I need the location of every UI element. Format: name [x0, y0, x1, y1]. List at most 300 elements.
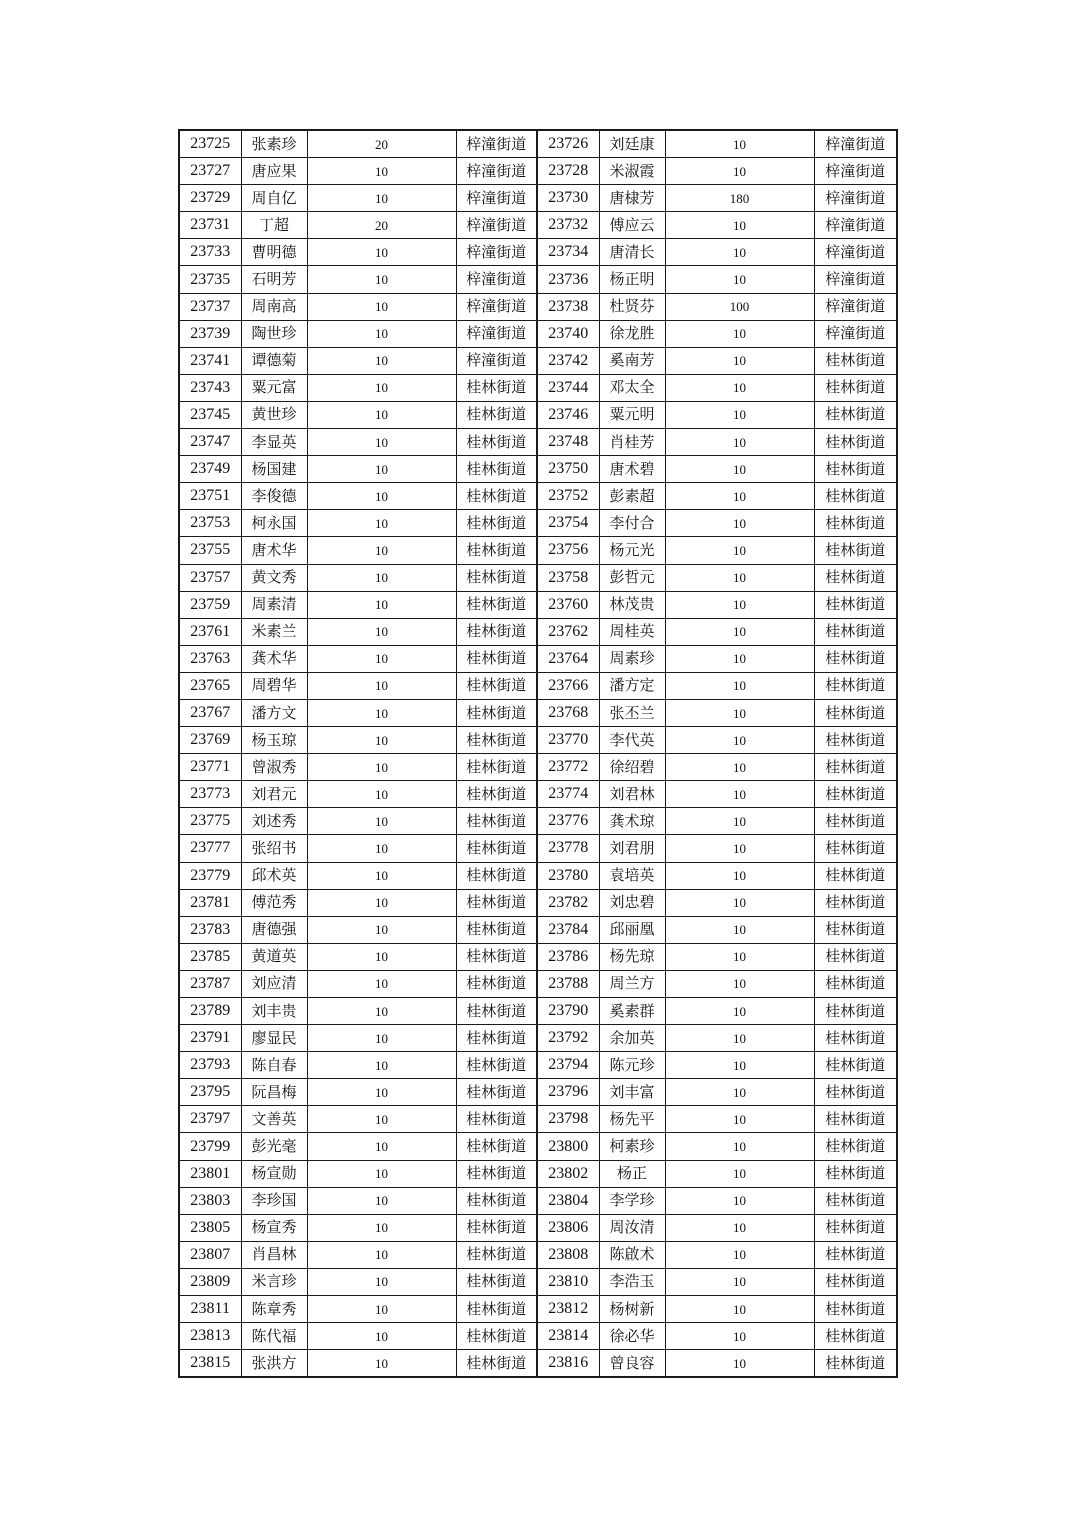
amount-cell: 10: [307, 347, 456, 374]
person-name-cell: 肖桂芳: [599, 429, 665, 456]
record-number-cell: 23753: [179, 510, 241, 537]
person-name-cell: 周碧华: [241, 672, 307, 699]
amount-cell: 10: [307, 1133, 456, 1160]
amount-cell: 10: [307, 835, 456, 862]
amount-cell: 10: [307, 943, 456, 970]
record-number-cell: 23782: [537, 889, 599, 916]
person-name-cell: 潘方文: [241, 699, 307, 726]
record-number-cell: 23751: [179, 483, 241, 510]
record-number-cell: 23761: [179, 618, 241, 645]
amount-cell: 10: [307, 293, 456, 320]
amount-cell: 10: [307, 862, 456, 889]
street-name-cell: 桂林街道: [456, 889, 537, 916]
street-name-cell: 梓潼街道: [814, 266, 897, 293]
amount-cell: 10: [665, 645, 814, 672]
table-row: [179, 564, 897, 591]
table-row: [179, 618, 897, 645]
record-number-cell: 23760: [537, 591, 599, 618]
street-name-cell: 桂林街道: [456, 618, 537, 645]
amount-cell: 10: [307, 239, 456, 266]
record-number-cell: 23759: [179, 591, 241, 618]
record-number-cell: 23814: [537, 1323, 599, 1350]
amount-cell: 10: [307, 1079, 456, 1106]
record-number-cell: 23727: [179, 158, 241, 185]
street-name-cell: 桂林街道: [456, 564, 537, 591]
record-number-cell: 23731: [179, 212, 241, 239]
amount-cell: 10: [307, 591, 456, 618]
record-number-cell: 23802: [537, 1160, 599, 1187]
record-number-cell: 23772: [537, 754, 599, 781]
record-number-cell: 23744: [537, 374, 599, 401]
street-name-cell: 桂林街道: [814, 537, 897, 564]
street-name-cell: 桂林街道: [814, 1323, 897, 1350]
person-name-cell: 刘君朋: [599, 835, 665, 862]
record-number-cell: 23790: [537, 998, 599, 1025]
person-name-cell: 徐绍碧: [599, 754, 665, 781]
person-name-cell: 李浩玉: [599, 1268, 665, 1295]
record-number-cell: 23725: [179, 130, 241, 158]
person-name-cell: 陈自春: [241, 1052, 307, 1079]
amount-cell: 10: [665, 808, 814, 835]
person-name-cell: 李珍国: [241, 1187, 307, 1214]
amount-cell: 20: [307, 212, 456, 239]
street-name-cell: 桂林街道: [456, 1296, 537, 1323]
street-name-cell: 桂林街道: [814, 429, 897, 456]
table-row: [179, 699, 897, 726]
person-name-cell: 刘丰贵: [241, 998, 307, 1025]
street-name-cell: 梓潼街道: [456, 239, 537, 266]
amount-cell: 10: [307, 401, 456, 428]
amount-cell: 10: [665, 266, 814, 293]
record-number-cell: 23748: [537, 429, 599, 456]
amount-cell: 10: [665, 456, 814, 483]
record-number-cell: 23789: [179, 998, 241, 1025]
table-row: [179, 645, 897, 672]
record-number-cell: 23795: [179, 1079, 241, 1106]
person-name-cell: 刘忠碧: [599, 889, 665, 916]
person-name-cell: 邱术英: [241, 862, 307, 889]
record-number-cell: 23726: [537, 130, 599, 158]
amount-cell: 10: [307, 889, 456, 916]
person-name-cell: 杨先琼: [599, 943, 665, 970]
street-name-cell: 桂林街道: [456, 1323, 537, 1350]
person-name-cell: 陈元珍: [599, 1052, 665, 1079]
amount-cell: 10: [307, 1025, 456, 1052]
street-name-cell: 梓潼街道: [456, 130, 537, 158]
person-name-cell: 杨正明: [599, 266, 665, 293]
amount-cell: 10: [307, 185, 456, 212]
person-name-cell: 傅应云: [599, 212, 665, 239]
amount-cell: 10: [307, 1350, 456, 1378]
amount-cell: 10: [665, 239, 814, 266]
record-number-cell: 23780: [537, 862, 599, 889]
street-name-cell: 桂林街道: [814, 564, 897, 591]
person-name-cell: 杜贤芬: [599, 293, 665, 320]
table-row: [179, 347, 897, 374]
street-name-cell: 桂林街道: [456, 537, 537, 564]
table-row: [179, 835, 897, 862]
amount-cell: 10: [307, 916, 456, 943]
street-name-cell: 梓潼街道: [814, 239, 897, 266]
street-name-cell: 梓潼街道: [456, 347, 537, 374]
record-number-cell: 23816: [537, 1350, 599, 1378]
amount-cell: 10: [665, 1052, 814, 1079]
amount-cell: 10: [665, 970, 814, 997]
person-name-cell: 李学珍: [599, 1187, 665, 1214]
person-name-cell: 刘君林: [599, 781, 665, 808]
street-name-cell: 桂林街道: [814, 862, 897, 889]
record-number-cell: 23791: [179, 1025, 241, 1052]
street-name-cell: 桂林街道: [814, 672, 897, 699]
table-row: [179, 185, 897, 212]
record-number-cell: 23792: [537, 1025, 599, 1052]
amount-cell: 10: [665, 699, 814, 726]
table-row: [179, 1187, 897, 1214]
amount-cell: 180: [665, 185, 814, 212]
record-number-cell: 23730: [537, 185, 599, 212]
person-name-cell: 杨树新: [599, 1296, 665, 1323]
person-name-cell: 丁超: [241, 212, 307, 239]
street-name-cell: 桂林街道: [814, 1268, 897, 1295]
person-name-cell: 陈章秀: [241, 1296, 307, 1323]
record-number-cell: 23768: [537, 699, 599, 726]
amount-cell: 10: [665, 320, 814, 347]
record-number-cell: 23742: [537, 347, 599, 374]
table-row: [179, 130, 897, 158]
person-name-cell: 龚术琼: [599, 808, 665, 835]
person-name-cell: 周素珍: [599, 645, 665, 672]
table-row: [179, 727, 897, 754]
record-number-cell: 23784: [537, 916, 599, 943]
amount-cell: 10: [665, 1079, 814, 1106]
record-number-cell: 23785: [179, 943, 241, 970]
street-name-cell: 桂林街道: [814, 1187, 897, 1214]
amount-cell: 10: [665, 1187, 814, 1214]
table-row: [179, 1268, 897, 1295]
record-number-cell: 23745: [179, 401, 241, 428]
street-name-cell: 桂林街道: [456, 456, 537, 483]
table-row: [179, 293, 897, 320]
person-name-cell: 陈代福: [241, 1323, 307, 1350]
street-name-cell: 桂林街道: [814, 591, 897, 618]
record-number-cell: 23803: [179, 1187, 241, 1214]
street-name-cell: 梓潼街道: [456, 320, 537, 347]
amount-cell: 10: [307, 456, 456, 483]
table-row: [179, 970, 897, 997]
amount-cell: 10: [307, 429, 456, 456]
record-number-cell: 23776: [537, 808, 599, 835]
record-number-cell: 23797: [179, 1106, 241, 1133]
street-name-cell: 梓潼街道: [814, 158, 897, 185]
record-number-cell: 23738: [537, 293, 599, 320]
record-number-cell: 23756: [537, 537, 599, 564]
person-name-cell: 张丕兰: [599, 699, 665, 726]
street-name-cell: 桂林街道: [814, 1133, 897, 1160]
record-number-cell: 23775: [179, 808, 241, 835]
person-name-cell: 米淑霞: [599, 158, 665, 185]
amount-cell: 10: [307, 374, 456, 401]
record-number-cell: 23741: [179, 347, 241, 374]
street-name-cell: 桂林街道: [456, 1052, 537, 1079]
table-row: [179, 158, 897, 185]
record-number-cell: 23752: [537, 483, 599, 510]
person-name-cell: 陶世珍: [241, 320, 307, 347]
record-number-cell: 23799: [179, 1133, 241, 1160]
person-name-cell: 杨宣秀: [241, 1214, 307, 1241]
street-name-cell: 桂林街道: [456, 1214, 537, 1241]
street-name-cell: 梓潼街道: [814, 293, 897, 320]
record-number-cell: 23777: [179, 835, 241, 862]
street-name-cell: 桂林街道: [456, 998, 537, 1025]
table-row: [179, 1214, 897, 1241]
record-number-cell: 23813: [179, 1323, 241, 1350]
record-number-cell: 23764: [537, 645, 599, 672]
amount-cell: 10: [665, 1350, 814, 1378]
table-row: [179, 754, 897, 781]
amount-cell: 10: [307, 158, 456, 185]
amount-cell: 10: [665, 618, 814, 645]
street-name-cell: 桂林街道: [456, 1133, 537, 1160]
amount-cell: 10: [307, 266, 456, 293]
table-row: [179, 862, 897, 889]
amount-cell: 10: [665, 1025, 814, 1052]
amount-cell: 10: [665, 212, 814, 239]
record-number-cell: 23788: [537, 970, 599, 997]
amount-cell: 10: [665, 781, 814, 808]
person-name-cell: 周南高: [241, 293, 307, 320]
person-name-cell: 杨元光: [599, 537, 665, 564]
amount-cell: 10: [665, 158, 814, 185]
person-name-cell: 米言珍: [241, 1268, 307, 1295]
street-name-cell: 桂林街道: [456, 1160, 537, 1187]
amount-cell: 10: [307, 970, 456, 997]
record-number-cell: 23787: [179, 970, 241, 997]
amount-cell: 10: [307, 699, 456, 726]
table-row: [179, 401, 897, 428]
street-name-cell: 桂林街道: [456, 943, 537, 970]
amount-cell: 10: [665, 591, 814, 618]
table-row: [179, 1079, 897, 1106]
record-number-cell: 23728: [537, 158, 599, 185]
record-number-cell: 23763: [179, 645, 241, 672]
street-name-cell: 梓潼街道: [814, 130, 897, 158]
amount-cell: 10: [665, 1214, 814, 1241]
amount-cell: 10: [665, 943, 814, 970]
street-name-cell: 桂林街道: [456, 1025, 537, 1052]
person-name-cell: 杨宣勋: [241, 1160, 307, 1187]
amount-cell: 10: [665, 347, 814, 374]
record-number-cell: 23743: [179, 374, 241, 401]
record-number-cell: 23770: [537, 727, 599, 754]
record-number-cell: 23774: [537, 781, 599, 808]
record-number-cell: 23808: [537, 1241, 599, 1268]
street-name-cell: 桂林街道: [814, 645, 897, 672]
record-number-cell: 23766: [537, 672, 599, 699]
person-name-cell: 唐术碧: [599, 456, 665, 483]
street-name-cell: 桂林街道: [456, 1268, 537, 1295]
street-name-cell: 桂林街道: [456, 808, 537, 835]
table-row: [179, 998, 897, 1025]
amount-cell: 10: [665, 754, 814, 781]
amount-cell: 10: [665, 130, 814, 158]
table-row: [179, 1323, 897, 1350]
person-name-cell: 周兰方: [599, 970, 665, 997]
street-name-cell: 桂林街道: [814, 998, 897, 1025]
person-name-cell: 石明芳: [241, 266, 307, 293]
record-number-cell: 23750: [537, 456, 599, 483]
street-name-cell: 桂林街道: [456, 1241, 537, 1268]
table-row: [179, 808, 897, 835]
table-row: [179, 1241, 897, 1268]
person-name-cell: 林茂贵: [599, 591, 665, 618]
person-name-cell: 谭德菊: [241, 347, 307, 374]
record-number-cell: 23737: [179, 293, 241, 320]
record-number-cell: 23794: [537, 1052, 599, 1079]
person-name-cell: 刘述秀: [241, 808, 307, 835]
person-name-cell: 肖昌林: [241, 1241, 307, 1268]
street-name-cell: 桂林街道: [814, 618, 897, 645]
street-name-cell: 桂林街道: [814, 808, 897, 835]
person-name-cell: 粟元明: [599, 401, 665, 428]
person-name-cell: 余加英: [599, 1025, 665, 1052]
record-number-cell: 23735: [179, 266, 241, 293]
street-name-cell: 梓潼街道: [456, 212, 537, 239]
amount-cell: 10: [665, 401, 814, 428]
record-number-cell: 23739: [179, 320, 241, 347]
amount-cell: 10: [665, 1241, 814, 1268]
street-name-cell: 桂林街道: [814, 401, 897, 428]
person-name-cell: 杨玉琼: [241, 727, 307, 754]
street-name-cell: 桂林街道: [814, 510, 897, 537]
record-number-cell: 23771: [179, 754, 241, 781]
amount-cell: 10: [665, 1323, 814, 1350]
record-number-cell: 23778: [537, 835, 599, 862]
amount-cell: 10: [665, 889, 814, 916]
table-row: [179, 456, 897, 483]
table-row: [179, 510, 897, 537]
amount-cell: 10: [307, 320, 456, 347]
person-name-cell: 廖显民: [241, 1025, 307, 1052]
table-row: [179, 1133, 897, 1160]
record-number-cell: 23762: [537, 618, 599, 645]
amount-cell: 10: [307, 1268, 456, 1295]
amount-cell: 10: [665, 1160, 814, 1187]
amount-cell: 10: [307, 537, 456, 564]
street-name-cell: 桂林街道: [814, 727, 897, 754]
table-row: [179, 212, 897, 239]
amount-cell: 100: [665, 293, 814, 320]
amount-cell: 10: [307, 483, 456, 510]
street-name-cell: 桂林街道: [456, 970, 537, 997]
amount-cell: 10: [665, 1268, 814, 1295]
street-name-cell: 桂林街道: [814, 1079, 897, 1106]
person-name-cell: 彭哲元: [599, 564, 665, 591]
person-name-cell: 黄文秀: [241, 564, 307, 591]
street-name-cell: 桂林街道: [814, 1350, 897, 1378]
person-name-cell: 邓太全: [599, 374, 665, 401]
amount-cell: 10: [665, 429, 814, 456]
amount-cell: 10: [307, 564, 456, 591]
person-name-cell: 傅范秀: [241, 889, 307, 916]
person-name-cell: 柯素珍: [599, 1133, 665, 1160]
amount-cell: 10: [665, 672, 814, 699]
record-number-cell: 23747: [179, 429, 241, 456]
table-row: [179, 537, 897, 564]
street-name-cell: 桂林街道: [456, 510, 537, 537]
table-row: [179, 1052, 897, 1079]
person-name-cell: 杨国建: [241, 456, 307, 483]
person-name-cell: 李付合: [599, 510, 665, 537]
person-name-cell: 唐棣芳: [599, 185, 665, 212]
record-number-cell: 23798: [537, 1106, 599, 1133]
street-name-cell: 桂林街道: [814, 347, 897, 374]
person-name-cell: 刘廷康: [599, 130, 665, 158]
person-name-cell: 周素清: [241, 591, 307, 618]
person-name-cell: 周桂英: [599, 618, 665, 645]
person-name-cell: 刘丰富: [599, 1079, 665, 1106]
table-row: [179, 672, 897, 699]
person-name-cell: 曾良容: [599, 1350, 665, 1378]
person-name-cell: 文善英: [241, 1106, 307, 1133]
record-number-cell: 23796: [537, 1079, 599, 1106]
person-name-cell: 彭光毫: [241, 1133, 307, 1160]
street-name-cell: 桂林街道: [814, 754, 897, 781]
amount-cell: 10: [307, 1160, 456, 1187]
record-number-cell: 23740: [537, 320, 599, 347]
street-name-cell: 桂林街道: [456, 672, 537, 699]
record-number-cell: 23781: [179, 889, 241, 916]
record-number-cell: 23805: [179, 1214, 241, 1241]
record-number-cell: 23806: [537, 1214, 599, 1241]
street-name-cell: 桂林街道: [456, 591, 537, 618]
amount-cell: 10: [665, 862, 814, 889]
amount-cell: 10: [307, 1187, 456, 1214]
street-name-cell: 桂林街道: [814, 889, 897, 916]
street-name-cell: 桂林街道: [814, 1160, 897, 1187]
person-name-cell: 周汝清: [599, 1214, 665, 1241]
amount-cell: 10: [665, 1133, 814, 1160]
person-name-cell: 唐术华: [241, 537, 307, 564]
person-name-cell: 杨先平: [599, 1106, 665, 1133]
person-name-cell: 奚素群: [599, 998, 665, 1025]
street-name-cell: 桂林街道: [814, 1296, 897, 1323]
street-name-cell: 桂林街道: [456, 781, 537, 808]
amount-cell: 10: [665, 835, 814, 862]
record-number-cell: 23801: [179, 1160, 241, 1187]
donation-table: [178, 129, 898, 1378]
amount-cell: 10: [307, 1214, 456, 1241]
person-name-cell: 李代英: [599, 727, 665, 754]
person-name-cell: 周自亿: [241, 185, 307, 212]
person-name-cell: 徐龙胜: [599, 320, 665, 347]
street-name-cell: 梓潼街道: [456, 266, 537, 293]
person-name-cell: 黄世珍: [241, 401, 307, 428]
amount-cell: 10: [665, 564, 814, 591]
street-name-cell: 桂林街道: [814, 1106, 897, 1133]
person-name-cell: 刘君元: [241, 781, 307, 808]
person-name-cell: 唐德强: [241, 916, 307, 943]
street-name-cell: 桂林街道: [814, 483, 897, 510]
person-name-cell: 曹明德: [241, 239, 307, 266]
table-row: [179, 374, 897, 401]
table-row: [179, 1296, 897, 1323]
table-row: [179, 429, 897, 456]
record-number-cell: 23758: [537, 564, 599, 591]
person-name-cell: 奚南芳: [599, 347, 665, 374]
record-number-cell: 23786: [537, 943, 599, 970]
record-number-cell: 23733: [179, 239, 241, 266]
street-name-cell: 桂林街道: [814, 1241, 897, 1268]
